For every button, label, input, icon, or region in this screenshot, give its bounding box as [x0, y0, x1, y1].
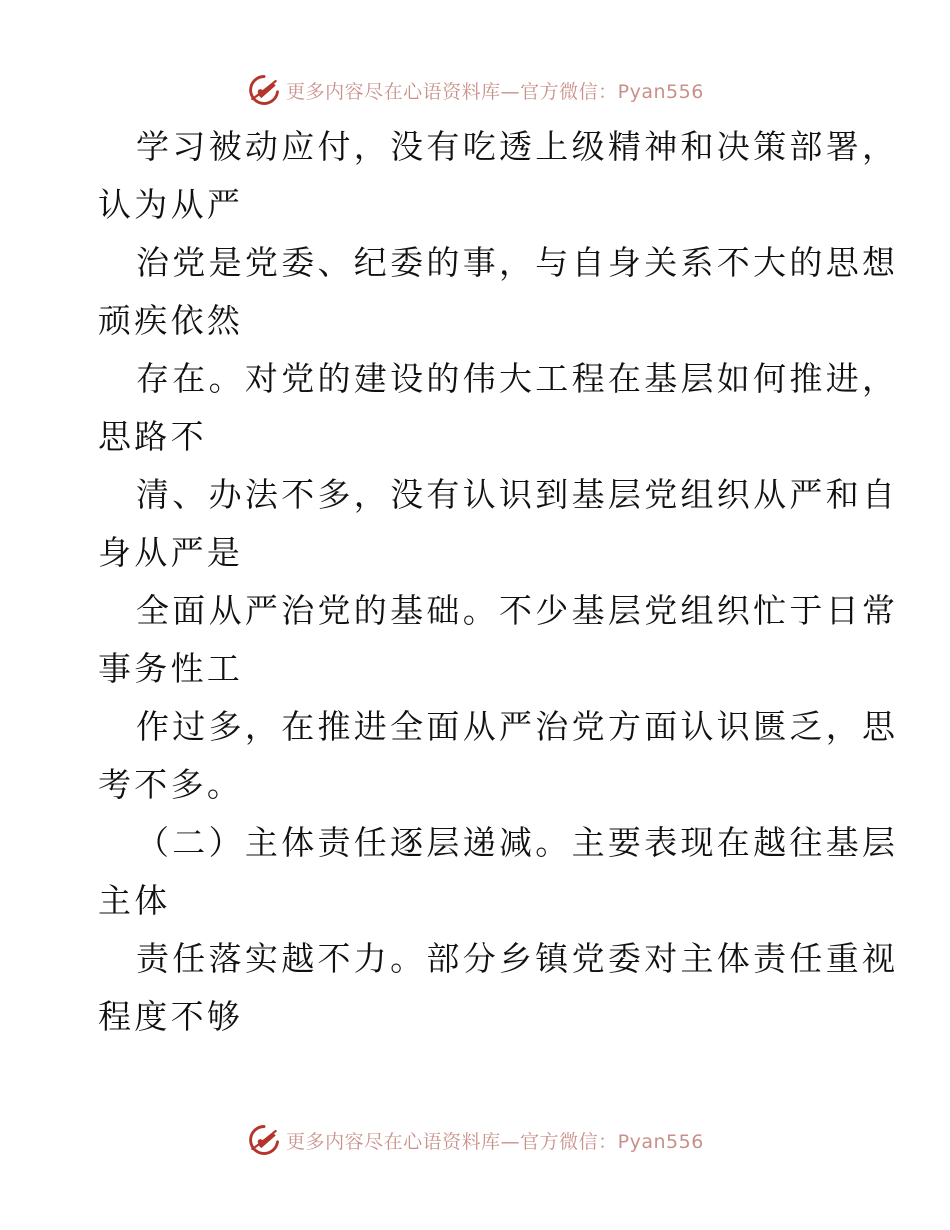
paragraph-line: （二）主体责任逐层递减。主要表现在越往基层 — [136, 823, 899, 862]
paragraph-line: 主体 — [98, 881, 171, 920]
header-banner — [0, 70, 950, 110]
paragraph-8 — [98, 930, 899, 1046]
paragraph-7 — [98, 814, 899, 930]
footer-banner — [0, 1120, 950, 1160]
paragraph-4 — [98, 466, 899, 582]
paragraph-line: 事务性工 — [98, 649, 244, 688]
paragraph-line: 学习被动应付，没有吃透上级精神和决策部署， — [136, 127, 899, 166]
paragraph-line: 认为从严 — [98, 185, 244, 224]
paragraph-line: 思路不 — [98, 417, 207, 456]
paragraph-3 — [98, 350, 899, 466]
paragraph-line: 考不多。 — [98, 765, 244, 804]
paragraph-6 — [98, 698, 899, 814]
paragraph-line: 存在。对党的建设的伟大工程在基层如何推进， — [136, 359, 899, 398]
paragraph-line: 顽疾依然 — [98, 301, 244, 340]
document-body — [98, 118, 899, 1046]
paragraph-line: 责任落实越不力。部分乡镇党委对主体责任重视 — [136, 939, 899, 978]
pen-swoosh-logo-icon — [246, 1122, 282, 1158]
paragraph-1 — [98, 118, 899, 234]
pen-swoosh-logo-icon — [246, 72, 282, 108]
paragraph-5 — [98, 582, 899, 698]
paragraph-line: 治党是党委、纪委的事，与自身关系不大的思想 — [136, 243, 899, 282]
paragraph-2 — [98, 234, 899, 350]
paragraph-line: 程度不够 — [98, 997, 244, 1036]
paragraph-line: 身从严是 — [98, 533, 244, 572]
paragraph-line: 全面从严治党的基础。不少基层党组织忙于日常 — [136, 591, 899, 630]
paragraph-line: 清、办法不多，没有认识到基层党组织从严和自 — [136, 475, 899, 514]
footer-banner-text: 更多内容尽在心语资料库—官方微信：Pyan556 — [286, 1130, 704, 1153]
paragraph-line: 作过多，在推进全面从严治党方面认识匮乏，思 — [136, 707, 899, 746]
header-banner-text: 更多内容尽在心语资料库—官方微信：Pyan556 — [286, 80, 704, 103]
